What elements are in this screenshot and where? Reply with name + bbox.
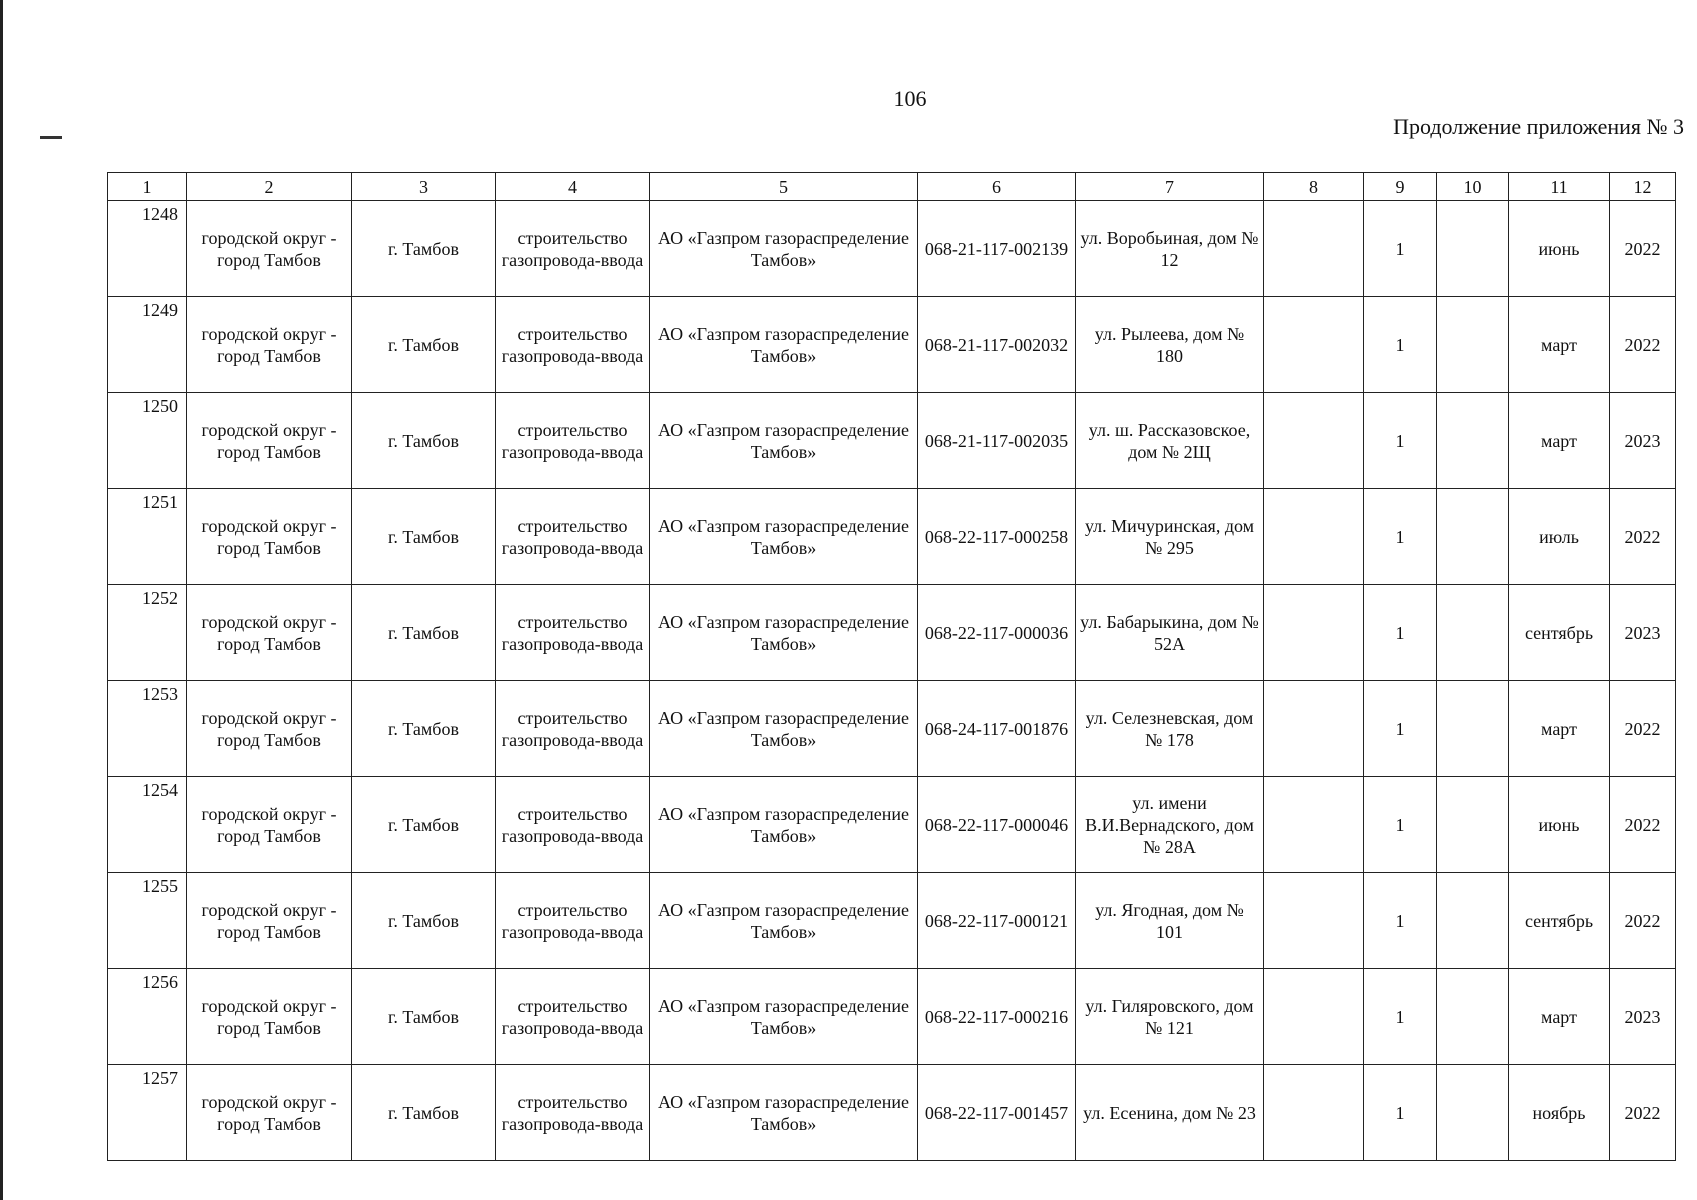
table-row	[108, 201, 1676, 297]
column-10-cell	[1437, 393, 1509, 489]
row-number-cell: 1254	[108, 777, 187, 873]
column-number: 9	[1364, 173, 1437, 201]
column-10-cell	[1437, 585, 1509, 681]
year-cell: 2022	[1610, 1065, 1676, 1161]
row-number-cell: 1252	[108, 585, 187, 681]
year-cell: 2022	[1610, 201, 1676, 297]
column-10-cell	[1437, 297, 1509, 393]
column-8-cell	[1264, 489, 1364, 585]
object-code-cell: 068-22-117-000216	[918, 969, 1076, 1065]
settlement-cell: г. Тамбов	[352, 393, 496, 489]
column-number: 5	[650, 173, 918, 201]
company-cell: АО «Газпром газораспределение Тамбов»	[650, 489, 918, 585]
settlement-cell: г. Тамбов	[352, 681, 496, 777]
district-cell: городской округ - город Тамбов	[187, 393, 352, 489]
company-cell: АО «Газпром газораспределение Тамбов»	[650, 777, 918, 873]
company-cell: АО «Газпром газораспределение Тамбов»	[650, 1065, 918, 1161]
quantity-cell: 1	[1364, 969, 1437, 1065]
column-10-cell	[1437, 969, 1509, 1065]
column-number-row	[108, 173, 1676, 201]
quantity-cell: 1	[1364, 489, 1437, 585]
row-number-cell: 1253	[108, 681, 187, 777]
work-type-cell: строительство газопровода-ввода	[496, 201, 650, 297]
quantity-cell: 1	[1364, 777, 1437, 873]
object-code-cell: 068-21-117-002139	[918, 201, 1076, 297]
district-cell: городской округ - город Тамбов	[187, 681, 352, 777]
work-type-cell: строительство газопровода-ввода	[496, 1065, 650, 1161]
settlement-cell: г. Тамбов	[352, 777, 496, 873]
column-8-cell	[1264, 873, 1364, 969]
month-cell: ноябрь	[1509, 1065, 1610, 1161]
district-cell: городской округ - город Тамбов	[187, 873, 352, 969]
address-cell: ул. Бабарыкина, дом № 52А	[1076, 585, 1264, 681]
object-code-cell: 068-22-117-000258	[918, 489, 1076, 585]
row-number-cell: 1249	[108, 297, 187, 393]
work-type-cell: строительство газопровода-ввода	[496, 489, 650, 585]
column-10-cell	[1437, 201, 1509, 297]
month-cell: июль	[1509, 489, 1610, 585]
settlement-cell: г. Тамбов	[352, 201, 496, 297]
settlement-cell: г. Тамбов	[352, 969, 496, 1065]
column-8-cell	[1264, 585, 1364, 681]
month-cell: март	[1509, 297, 1610, 393]
column-8-cell	[1264, 681, 1364, 777]
company-cell: АО «Газпром газораспределение Тамбов»	[650, 297, 918, 393]
work-type-cell: строительство газопровода-ввода	[496, 969, 650, 1065]
district-cell: городской округ - город Тамбов	[187, 969, 352, 1065]
object-code-cell: 068-22-117-000046	[918, 777, 1076, 873]
page-number: 106	[893, 86, 927, 111]
object-code-cell: 068-21-117-002035	[918, 393, 1076, 489]
object-code-cell: 068-22-117-000121	[918, 873, 1076, 969]
year-cell: 2023	[1610, 585, 1676, 681]
column-number: 7	[1076, 173, 1264, 201]
column-number: 1	[108, 173, 187, 201]
column-10-cell	[1437, 1065, 1509, 1161]
year-cell: 2023	[1610, 969, 1676, 1065]
column-10-cell	[1437, 777, 1509, 873]
object-code-cell: 068-22-117-000036	[918, 585, 1076, 681]
scan-mark	[40, 136, 62, 139]
address-cell: ул. Ягодная, дом № 101	[1076, 873, 1264, 969]
row-number-cell: 1250	[108, 393, 187, 489]
address-cell: ул. Мичуринская, дом № 295	[1076, 489, 1264, 585]
table-row	[108, 585, 1676, 681]
address-cell: ул. Рылеева, дом № 180	[1076, 297, 1264, 393]
settlement-cell: г. Тамбов	[352, 297, 496, 393]
column-10-cell	[1437, 489, 1509, 585]
work-type-cell: строительство газопровода-ввода	[496, 393, 650, 489]
quantity-cell: 1	[1364, 393, 1437, 489]
district-cell: городской округ - город Тамбов	[187, 201, 352, 297]
company-cell: АО «Газпром газораспределение Тамбов»	[650, 585, 918, 681]
column-number: 4	[496, 173, 650, 201]
address-cell: ул. Есенина, дом № 23	[1076, 1065, 1264, 1161]
row-number-cell: 1257	[108, 1065, 187, 1161]
scan-left-edge	[0, 0, 3, 1200]
settlement-cell: г. Тамбов	[352, 1065, 496, 1161]
column-8-cell	[1264, 297, 1364, 393]
column-8-cell	[1264, 1065, 1364, 1161]
month-cell: сентябрь	[1509, 585, 1610, 681]
year-cell: 2022	[1610, 489, 1676, 585]
table-row	[108, 489, 1676, 585]
quantity-cell: 1	[1364, 201, 1437, 297]
quantity-cell: 1	[1364, 297, 1437, 393]
district-cell: городской округ - город Тамбов	[187, 1065, 352, 1161]
month-cell: июнь	[1509, 777, 1610, 873]
month-cell: март	[1509, 681, 1610, 777]
work-type-cell: строительство газопровода-ввода	[496, 681, 650, 777]
company-cell: АО «Газпром газораспределение Тамбов»	[650, 969, 918, 1065]
address-cell: ул. имени В.И.Вернадского, дом № 28А	[1076, 777, 1264, 873]
work-type-cell: строительство газопровода-ввода	[496, 777, 650, 873]
year-cell: 2022	[1610, 873, 1676, 969]
company-cell: АО «Газпром газораспределение Тамбов»	[650, 201, 918, 297]
month-cell: март	[1509, 393, 1610, 489]
column-number: 10	[1437, 173, 1509, 201]
settlement-cell: г. Тамбов	[352, 585, 496, 681]
year-cell: 2022	[1610, 681, 1676, 777]
row-number-cell: 1255	[108, 873, 187, 969]
address-cell: ул. Селезневская, дом № 178	[1076, 681, 1264, 777]
registry-table	[107, 172, 1676, 1161]
column-10-cell	[1437, 873, 1509, 969]
row-number-cell: 1248	[108, 201, 187, 297]
work-type-cell: строительство газопровода-ввода	[496, 297, 650, 393]
column-number: 3	[352, 173, 496, 201]
row-number-cell: 1251	[108, 489, 187, 585]
company-cell: АО «Газпром газораспределение Тамбов»	[650, 873, 918, 969]
column-number: 6	[918, 173, 1076, 201]
object-code-cell: 068-21-117-002032	[918, 297, 1076, 393]
settlement-cell: г. Тамбов	[352, 873, 496, 969]
district-cell: городской округ - город Тамбов	[187, 297, 352, 393]
column-number: 2	[187, 173, 352, 201]
month-cell: июнь	[1509, 201, 1610, 297]
table-row	[108, 681, 1676, 777]
quantity-cell: 1	[1364, 681, 1437, 777]
address-cell: ул. Гиляровского, дом № 121	[1076, 969, 1264, 1065]
settlement-cell: г. Тамбов	[352, 489, 496, 585]
year-cell: 2022	[1610, 297, 1676, 393]
column-number: 11	[1509, 173, 1610, 201]
table-row	[108, 777, 1676, 873]
object-code-cell: 068-24-117-001876	[918, 681, 1076, 777]
month-cell: сентябрь	[1509, 873, 1610, 969]
year-cell: 2022	[1610, 777, 1676, 873]
table-row	[108, 873, 1676, 969]
quantity-cell: 1	[1364, 585, 1437, 681]
row-number-cell: 1256	[108, 969, 187, 1065]
district-cell: городской округ - город Тамбов	[187, 585, 352, 681]
district-cell: городской округ - город Тамбов	[187, 489, 352, 585]
table-row	[108, 969, 1676, 1065]
column-8-cell	[1264, 777, 1364, 873]
work-type-cell: строительство газопровода-ввода	[496, 585, 650, 681]
company-cell: АО «Газпром газораспределение Тамбов»	[650, 681, 918, 777]
quantity-cell: 1	[1364, 1065, 1437, 1161]
address-cell: ул. ш. Рассказовское, дом № 2Щ	[1076, 393, 1264, 489]
year-cell: 2023	[1610, 393, 1676, 489]
district-cell: городской округ - город Тамбов	[187, 777, 352, 873]
column-number: 12	[1610, 173, 1676, 201]
column-number: 8	[1264, 173, 1364, 201]
appendix-note: Продолжение приложения № 3	[1393, 114, 1684, 139]
table-body	[108, 173, 1676, 1161]
month-cell: март	[1509, 969, 1610, 1065]
table-row	[108, 297, 1676, 393]
company-cell: АО «Газпром газораспределение Тамбов»	[650, 393, 918, 489]
object-code-cell: 068-22-117-001457	[918, 1065, 1076, 1161]
table-row	[108, 393, 1676, 489]
column-8-cell	[1264, 201, 1364, 297]
address-cell: ул. Воробьиная, дом № 12	[1076, 201, 1264, 297]
column-8-cell	[1264, 393, 1364, 489]
work-type-cell: строительство газопровода-ввода	[496, 873, 650, 969]
column-10-cell	[1437, 681, 1509, 777]
table-row	[108, 1065, 1676, 1161]
quantity-cell: 1	[1364, 873, 1437, 969]
column-8-cell	[1264, 969, 1364, 1065]
